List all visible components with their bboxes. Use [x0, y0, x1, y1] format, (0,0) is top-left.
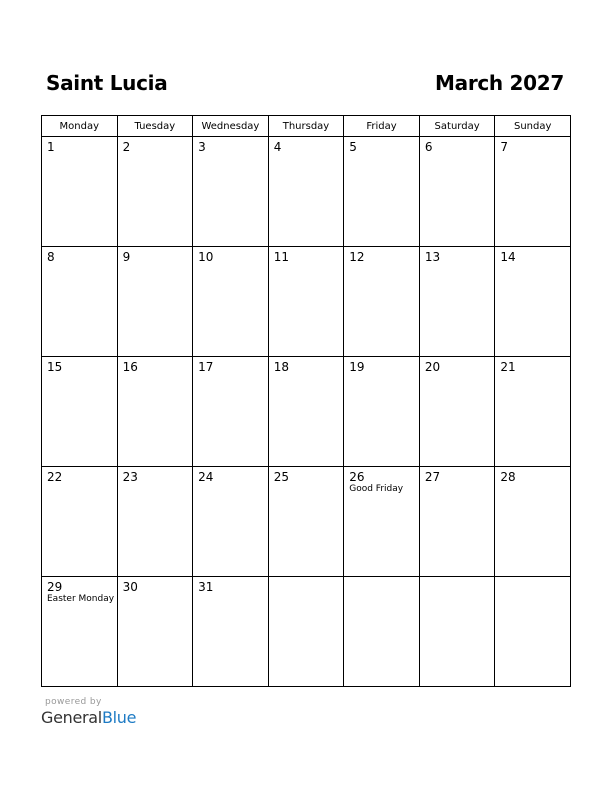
day-number: 20: [424, 360, 441, 374]
day-number: 31: [198, 580, 214, 594]
holiday-label: Easter Monday: [47, 594, 115, 604]
day-number: 4: [273, 140, 282, 154]
day-number: 29: [47, 580, 63, 594]
day-number: 26: [349, 470, 365, 484]
week-row: [42, 577, 571, 687]
day-cell: [193, 137, 269, 247]
day-cell: [344, 357, 420, 467]
day-cell: [419, 357, 495, 467]
day-cell: [117, 577, 193, 687]
day-cell: [117, 137, 193, 247]
day-cell: [42, 137, 118, 247]
day-cell: [42, 577, 118, 687]
day-number: 14: [500, 250, 516, 264]
day-cell: [193, 577, 269, 687]
day-number: 13: [424, 250, 441, 264]
day-number: 22: [47, 470, 63, 484]
day-number: 27: [424, 470, 441, 484]
day-cell: [268, 137, 344, 247]
day-number: 21: [500, 360, 516, 374]
day-cell: [495, 357, 571, 467]
weekday-header-row: [42, 116, 571, 137]
day-cell: [344, 577, 420, 687]
day-cell: [117, 247, 193, 357]
day-number: 3: [198, 140, 206, 154]
day-cell: [193, 247, 269, 357]
brand-general-text: General: [41, 708, 102, 727]
day-number: 2: [122, 140, 131, 154]
week-row: [42, 137, 571, 247]
weekday-header: Sunday: [495, 116, 571, 137]
day-cell: [42, 357, 118, 467]
day-cell: [268, 357, 344, 467]
weekday-header: Saturday: [419, 116, 495, 137]
weekday-header: Wednesday: [193, 116, 269, 137]
day-number: 6: [424, 140, 433, 154]
day-number: 5: [349, 140, 357, 154]
day-number: 25: [273, 470, 289, 484]
calendar-country-title: Saint Lucia: [46, 71, 168, 95]
day-number: 11: [273, 250, 289, 264]
brand-blue-text: Blue: [101, 708, 137, 727]
day-cell: [268, 467, 344, 577]
holiday-label: Good Friday: [349, 484, 404, 494]
day-cell: [193, 357, 269, 467]
calendar-month-title: March 2027: [435, 71, 564, 95]
calendar-grid: [41, 115, 571, 687]
day-cell: [495, 247, 571, 357]
day-cell: [344, 247, 420, 357]
day-number: 30: [122, 580, 138, 594]
day-number: 23: [122, 470, 138, 484]
day-cell: [344, 467, 420, 577]
generalblue-logo: [41, 708, 136, 728]
day-number: 9: [122, 250, 131, 264]
day-cell: [419, 137, 495, 247]
powered-by-text: powered by: [45, 697, 102, 707]
week-row: [42, 247, 571, 357]
day-number: 10: [198, 250, 214, 264]
day-number: 1: [47, 140, 55, 154]
day-cell: [193, 467, 269, 577]
day-cell: [42, 247, 118, 357]
day-cell: [495, 137, 571, 247]
weekday-header: Thursday: [268, 116, 344, 137]
day-number: 16: [122, 360, 138, 374]
day-number: 28: [500, 470, 516, 484]
footer-branding: [41, 697, 136, 728]
weekday-header: Tuesday: [117, 116, 193, 137]
day-number: 24: [198, 470, 214, 484]
day-number: 15: [47, 360, 63, 374]
day-cell: [419, 247, 495, 357]
day-cell: [419, 467, 495, 577]
day-cell: [42, 467, 118, 577]
week-row: [42, 357, 571, 467]
day-cell: [117, 467, 193, 577]
day-number: 19: [349, 360, 365, 374]
day-cell: [344, 137, 420, 247]
day-number: 8: [47, 250, 55, 264]
weekday-header: Monday: [42, 116, 118, 137]
day-number: 7: [500, 140, 509, 154]
day-cell: [117, 357, 193, 467]
day-number: 12: [349, 250, 365, 264]
day-cell: [495, 467, 571, 577]
day-cell: [268, 577, 344, 687]
day-cell: [419, 577, 495, 687]
weekday-header: Friday: [344, 116, 420, 137]
day-cell: [268, 247, 344, 357]
day-number: 17: [198, 360, 214, 374]
day-number: 18: [273, 360, 289, 374]
week-row: [42, 467, 571, 577]
day-cell: [495, 577, 571, 687]
